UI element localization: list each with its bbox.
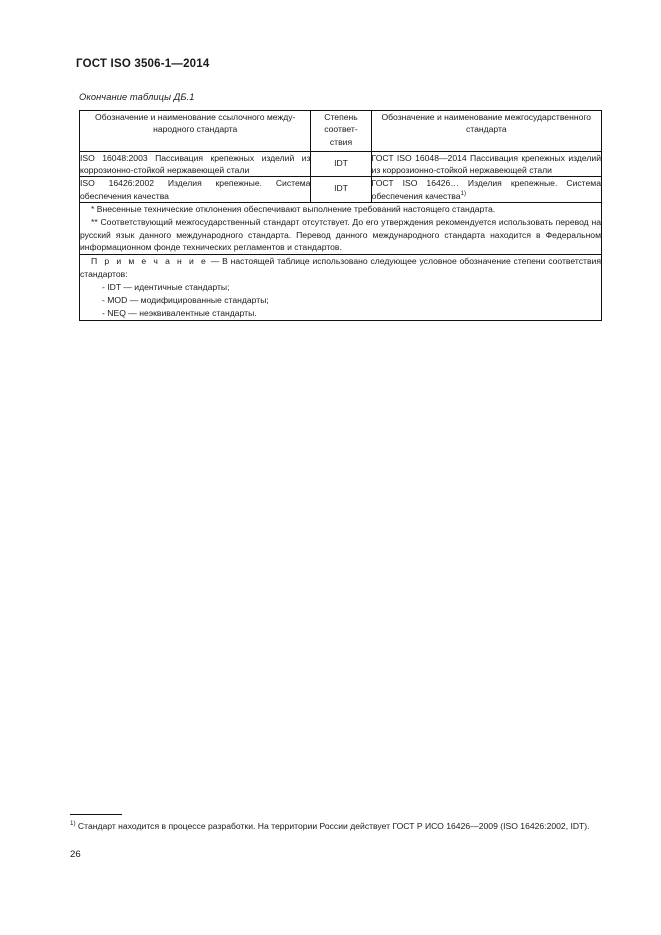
- cell-interstate-standard-text: ГОСТ ISO 16426… Изделия крепежные. Система обеспечения качества: [371, 178, 601, 201]
- column-header-reference-standard: [80, 111, 311, 152]
- cell-degree-of-correspondence: IDT: [311, 152, 371, 177]
- table-footnote-double-asterisk: ** Соответствующий межгосударственный стандарт отсутствует. До его утверждения рекомендуется использовать перевод на русский язык данного международного стандарта. Перевод данного международного стандарта находится в Федеральном информационном фонде технических регламентов и стандартов.: [80, 216, 601, 253]
- column-header-degree-of-correspondence: [311, 111, 371, 152]
- table-caption: Окончание таблицы ДБ.1: [79, 92, 195, 102]
- table-footnotes-row: [80, 202, 602, 255]
- cell-interstate-standard: [371, 177, 601, 202]
- page-footnote-text: Стандарт находится в процессе разработки. На территории России действует ГОСТ Р ИСО 16426—2009 (ISO 16426:2002, IDT).: [75, 821, 590, 831]
- table-footnote-single-asterisk: * Внесенные технические отклонения обеспечивают выполнение требований настоящего стандарта.: [91, 203, 496, 214]
- column-header-reference-standard-line2: народного стандарта: [153, 124, 238, 135]
- table-note-item-mod: - MOD — модифицированные стандарты;: [102, 295, 269, 306]
- cell-reference-standard: ISO 16426:2002 Изделия крепежные. Система обеспечения качества: [80, 178, 311, 201]
- page-footnote-marker: 1): [70, 820, 76, 828]
- page-footnote: [70, 820, 618, 832]
- table-note-paragraph: [80, 255, 601, 281]
- cell-degree-of-correspondence: IDT: [311, 177, 371, 202]
- column-header-degree-line1: Степень: [324, 112, 358, 122]
- column-header-interstate-standard: [371, 111, 601, 152]
- column-header-degree-line2: соответ-: [324, 124, 358, 135]
- table-row: [80, 177, 602, 202]
- footnote-separator-rule: [70, 814, 122, 815]
- footnote-marker: 1): [460, 189, 467, 197]
- column-header-degree-line3: ствия: [329, 136, 353, 147]
- cell-reference-standard: ISO 16048:2003 Пассивация крепежных изделий из коррозионно-стойкой нержавеющей стали: [80, 153, 311, 176]
- column-header-interstate-standard-line2: стандарта: [465, 124, 507, 135]
- cell-interstate-standard-text: ГОСТ ISO 16048—2014 Пассивация крепежных изделий из коррозионно-стойкой нержавеющей стали: [371, 153, 601, 176]
- table-footnotes-cell: [80, 202, 602, 255]
- cell-interstate-standard: [371, 152, 601, 177]
- column-header-reference-standard-line1: Обозначение и наименование ссылочного между-: [95, 112, 296, 122]
- page-number: 26: [70, 849, 81, 860]
- table-note-item-neq: - NEQ — неэквивалентные стандарты.: [102, 307, 257, 318]
- column-header-interstate-standard-line1: Обозначение и наименование межгосударственного: [381, 112, 592, 122]
- table-note-cell: [80, 255, 602, 320]
- table-note-body: — В настоящей таблице использовано следующее условное обозначение степени соответствия стандартов:: [80, 256, 601, 280]
- table-header-row: [80, 111, 602, 152]
- running-head: ГОСТ ISO 3506-1—2014: [76, 58, 210, 70]
- table-note-label: П р и м е ч а н и е: [91, 256, 208, 267]
- table-row: [80, 152, 602, 177]
- table-note-row: [80, 255, 602, 320]
- standards-correspondence-table: [79, 110, 602, 321]
- table-note-item-idt: - IDT — идентичные стандарты;: [102, 282, 230, 293]
